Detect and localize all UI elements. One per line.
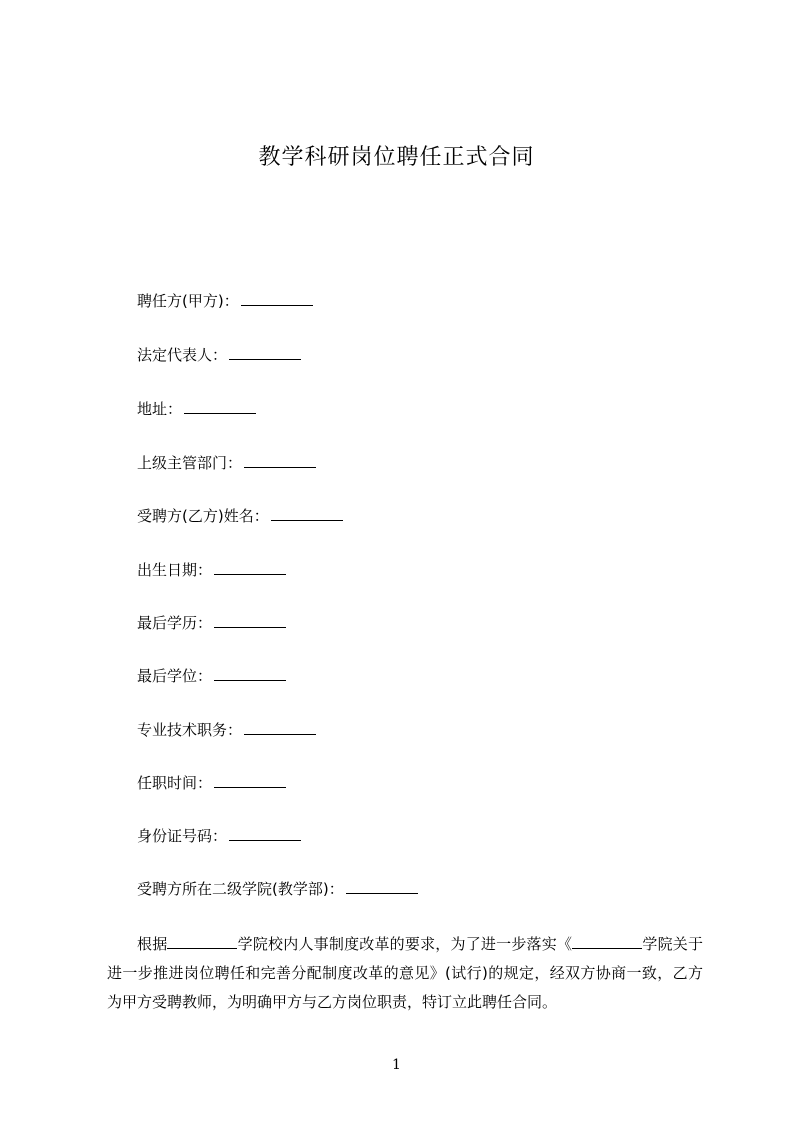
fill-in-blank <box>229 826 301 841</box>
page-number: 1 <box>392 1057 401 1073</box>
field-label: 聘任方(甲方)： <box>137 292 239 310</box>
field-label: 受聘方所在二级学院(教学部)： <box>137 880 344 898</box>
field-label: 最后学历： <box>137 614 213 632</box>
field-label: 最后学位： <box>137 667 213 685</box>
fill-in-blank <box>271 506 343 521</box>
field-label: 专业技术职务： <box>137 721 243 739</box>
field-employer <box>137 291 313 311</box>
fill-in-blank <box>184 399 256 414</box>
fill-in-blank <box>241 291 313 306</box>
field-label: 地址： <box>137 400 183 418</box>
field-supervising-department <box>137 453 316 473</box>
fill-in-blank <box>346 879 418 894</box>
fill-in-blank <box>244 453 316 468</box>
field-label: 出生日期： <box>137 561 213 579</box>
fill-in-blank <box>214 613 286 628</box>
fill-in-blank <box>214 773 286 788</box>
preamble-text-1: 根据 <box>137 935 168 953</box>
field-birth-date <box>137 560 286 580</box>
field-college <box>137 879 418 899</box>
preamble-text-2: 学院校内人事制度改革的要求，为了进一步落实《 <box>237 935 573 953</box>
contract-preamble <box>107 930 703 1017</box>
document-title: 教学科研岗位聘任正式合同 <box>258 145 535 170</box>
fill-in-blank <box>572 934 642 949</box>
fill-in-blank <box>229 345 301 360</box>
field-label: 上级主管部门： <box>137 454 243 472</box>
field-label: 受聘方(乙方)姓名： <box>137 507 269 525</box>
field-label: 身份证号码： <box>137 827 228 845</box>
field-legal-representative <box>137 345 301 365</box>
field-degree <box>137 666 286 686</box>
preamble-text-3: 学院关于进一步推进岗位聘任和完善分配制度改革的意见》(试行)的规定，经双方协商一致，乙方为甲方受聘教师，为明确甲方与乙方岗位职责，特订立此聘任合同。 <box>107 935 703 1011</box>
field-label: 任职时间： <box>137 774 213 792</box>
fill-in-blank <box>214 666 286 681</box>
field-employee-name <box>137 506 343 526</box>
field-professional-title <box>137 720 316 740</box>
field-address <box>137 399 256 419</box>
field-education <box>137 613 286 633</box>
fill-in-blank <box>214 560 286 575</box>
field-id-number <box>137 826 301 846</box>
field-tenure-date <box>137 773 286 793</box>
fill-in-blank <box>244 720 316 735</box>
fill-in-blank <box>167 934 237 949</box>
field-label: 法定代表人： <box>137 346 228 364</box>
